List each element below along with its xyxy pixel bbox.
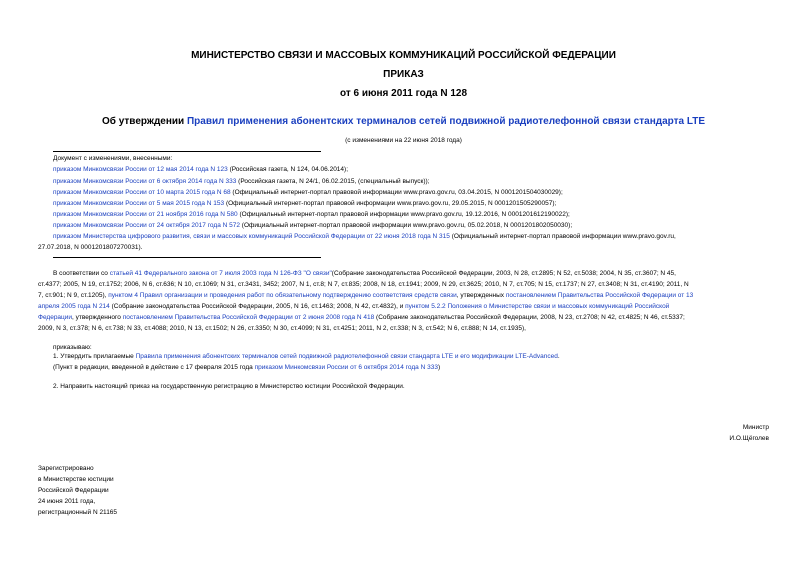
preamble-line: ст.4377; 2005, N 19, ст.1752; 2006, N 6, ст.636; N 10, ст.1069; N 31, ст.3431, 3452; 2007, N 1, ст.8; N 7, ст.835; 2008, N 18, ст.1941; 2009, N 29, ст.3625; 2010, N 7, ст.705; N 15, ст.1737; N 27, ст.3408; N 31, ст.4190; 2011, N xyxy=(38,281,689,288)
item-1-note: (Пункт в редакции, введенной в действие с 17 февраля 2015 года приказом Минкомсвязи России от 6 октября 2014 года N 333) xyxy=(53,364,441,371)
title-prefix: Об утверждении xyxy=(101,116,187,127)
change-link[interactable]: приказом Минкомсвязи России от 10 марта 2015 года N 68 xyxy=(53,189,231,196)
ministry-heading: МИНИСТЕРСТВО СВЯЗИ И МАССОВЫХ КОММУНИКАЦИЙ РОССИЙСКОЙ ФЕДЕРАЦИИ xyxy=(191,50,616,61)
revision-note: (с изменениями на 22 июня 2018 года) xyxy=(345,137,462,144)
preamble-line: 7, ст.901; N 9, ст.1205), пунктом 4 Правил организации и проведения работ по обязательному подтверждению соответствия средств связи, утвержденных постановлением Правительства Российской Федерации от 13 xyxy=(38,292,694,299)
change-link[interactable]: приказом Минкомсвязи России от 12 мая 2014 года N 123 xyxy=(53,166,228,173)
order-333-link[interactable]: приказом Минкомсвязи России от 6 октября 2014 года N 333 xyxy=(254,364,438,371)
signature-name: И.О.Щёголев xyxy=(729,435,769,442)
order-word: приказываю: xyxy=(53,344,92,351)
change-link[interactable]: приказом Министерства цифрового развития, связи и массовых коммуникаций Российской Федерации от 22 июня 2018 года N 315 xyxy=(53,233,450,240)
registration-line: в Министерстве юстиции xyxy=(38,476,114,483)
change-link[interactable]: приказом Минкомсвязи России от 21 ноября 2016 года N 580 xyxy=(53,211,238,218)
rules-lte-link[interactable]: Правила применения абонентских терминалов сетей подвижной радиотелефонной связи стандарта LTE и его модификации LTE-Advanced xyxy=(135,353,558,360)
item-1: 1. Утвердить прилагаемые Правила применения абонентских терминалов сетей подвижной радиотелефонной связи стандарта LTE и его модификации LTE-Advanced. xyxy=(53,353,560,360)
law-link[interactable]: статьей 41 Федерального закона от 7 июля 2003 года N 126-ФЗ "О связи" xyxy=(109,270,332,277)
doc-date-number: от 6 июня 2011 года N 128 xyxy=(339,88,468,99)
registration-line: Российской Федерации xyxy=(38,487,109,494)
item-2: 2. Направить настоящий приказ на государственную регистрацию в Министерство юстиции Российской Федерации. xyxy=(53,383,405,390)
preamble-line: Федерации, утвержденного постановлением Правительства Российской Федерации от 2 июня 2008 года N 418 (Собрание законодательства Российской Федерации, 2008, N 23, ст.2708; N 42, ст.4825; N 46, ст.5337; xyxy=(38,314,685,321)
decree-link[interactable]: постановлением Правительства Российской Федерации от 13 xyxy=(505,292,694,299)
change-item: приказом Минкомсвязи России от 12 мая 2014 года N 123 (Российская газета, N 124, 04.06.2014); xyxy=(53,166,349,173)
change-item: приказом Минкомсвязи России от 5 мая 2015 года N 153 (Официальный интернет-портал правовой информации www.pravo.gov.ru, 29.05.2015, N 0001201505290057); xyxy=(53,200,557,207)
changes-intro: Документ с изменениями, внесенными: xyxy=(53,155,173,162)
change-item: приказом Минкомсвязи России от 6 октября 2014 года N 333 (Российская газета, N 24/1, 06.02.2015, (специальный выпуск)); xyxy=(53,178,430,185)
registration-line: 24 июня 2011 года, xyxy=(38,498,96,505)
regulation-link[interactable]: пунктом 5.2.2 Положения о Министерстве связи и массовых коммуникаций Российской xyxy=(405,303,670,310)
registration-line: регистрационный N 21165 xyxy=(38,509,118,516)
doc-type: ПРИКАЗ xyxy=(383,69,424,80)
change-link[interactable]: приказом Минкомсвязи России от 6 октября 2014 года N 333 xyxy=(53,178,237,185)
change-item-cont: 27.07.2018, N 0001201807270031). xyxy=(38,244,143,251)
doc-title xyxy=(0,116,807,127)
changes-top-rule xyxy=(53,151,321,152)
regulation-link-cont[interactable]: Федерации xyxy=(38,314,73,321)
decree-link-cont[interactable]: апреля 2005 года N 214 xyxy=(38,303,110,310)
registration-line: Зарегистрировано xyxy=(38,465,94,472)
decree-418-link[interactable]: постановлением Правительства Российской Федерации от 2 июня 2008 года N 418 xyxy=(122,314,375,321)
change-item: приказом Минкомсвязи России от 21 ноября 2016 года N 580 (Официальный интернет-портал правовой информации www.pravo.gov.ru, 19.12.2016, N 0001201612190022); xyxy=(53,211,570,218)
change-item: приказом Минкомсвязи России от 10 марта 2015 года N 68 (Официальный интернет-портал правовой информации www.pravo.gov.ru, 03.04.2015, N 0001201504030029); xyxy=(53,189,563,196)
preamble-line: В соответствии со статьей 41 Федерального закона от 7 июля 2003 года N 126-ФЗ "О связи"(Собрание законодательства Российской Федерации, 2003, N 28, ст.2895; N 52, ст.5038; 2004, N 35, ст.3607; N 45, xyxy=(53,270,676,277)
preamble-line: 2009, N 3, ст.378; N 6, ст.738; N 33, ст.4088; 2010, N 13, ст.1502; N 26, ст.3350; N 30, ст.4099; N 31, ст.4251; 2011, N 2, ст.338; N 3, ст.542; N 6, ст.888; N 14, ст.1935), xyxy=(38,325,526,332)
change-item: приказом Минкомсвязи России от 24 октября 2017 года N 572 (Официальный интернет-портал правовой информации www.pravo.gov.ru, 05.02.2018, N 0001201802050030); xyxy=(53,222,573,229)
preamble-line: апреля 2005 года N 214 (Собрание законодательства Российской Федерации, 2005, N 16, ст.1463; 2008, N 42, ст.4832), и пунктом 5.2.2 Положения о Министерстве связи и массовых коммуникаций Российской xyxy=(38,303,670,310)
change-link[interactable]: приказом Минкомсвязи России от 5 мая 2015 года N 153 xyxy=(53,200,225,207)
change-link[interactable]: приказом Минкомсвязи России от 24 октября 2017 года N 572 xyxy=(53,222,240,229)
signature-role: Министр xyxy=(742,424,769,431)
changes-bottom-rule xyxy=(53,257,321,258)
rules-link[interactable]: пунктом 4 Правил организации и проведения работ по обязательному подтверждению соответствия средств связи xyxy=(108,292,457,299)
title-link[interactable]: Правил применения абонентских терминалов сетей подвижной радиотелефонной связи стандарта LTE xyxy=(186,116,705,127)
change-item: приказом Министерства цифрового развития, связи и массовых коммуникаций Российской Федерации от 22 июня 2018 года N 315 (Официальный интернет-портал правовой информации www.pravo.gov.ru, xyxy=(53,233,676,240)
